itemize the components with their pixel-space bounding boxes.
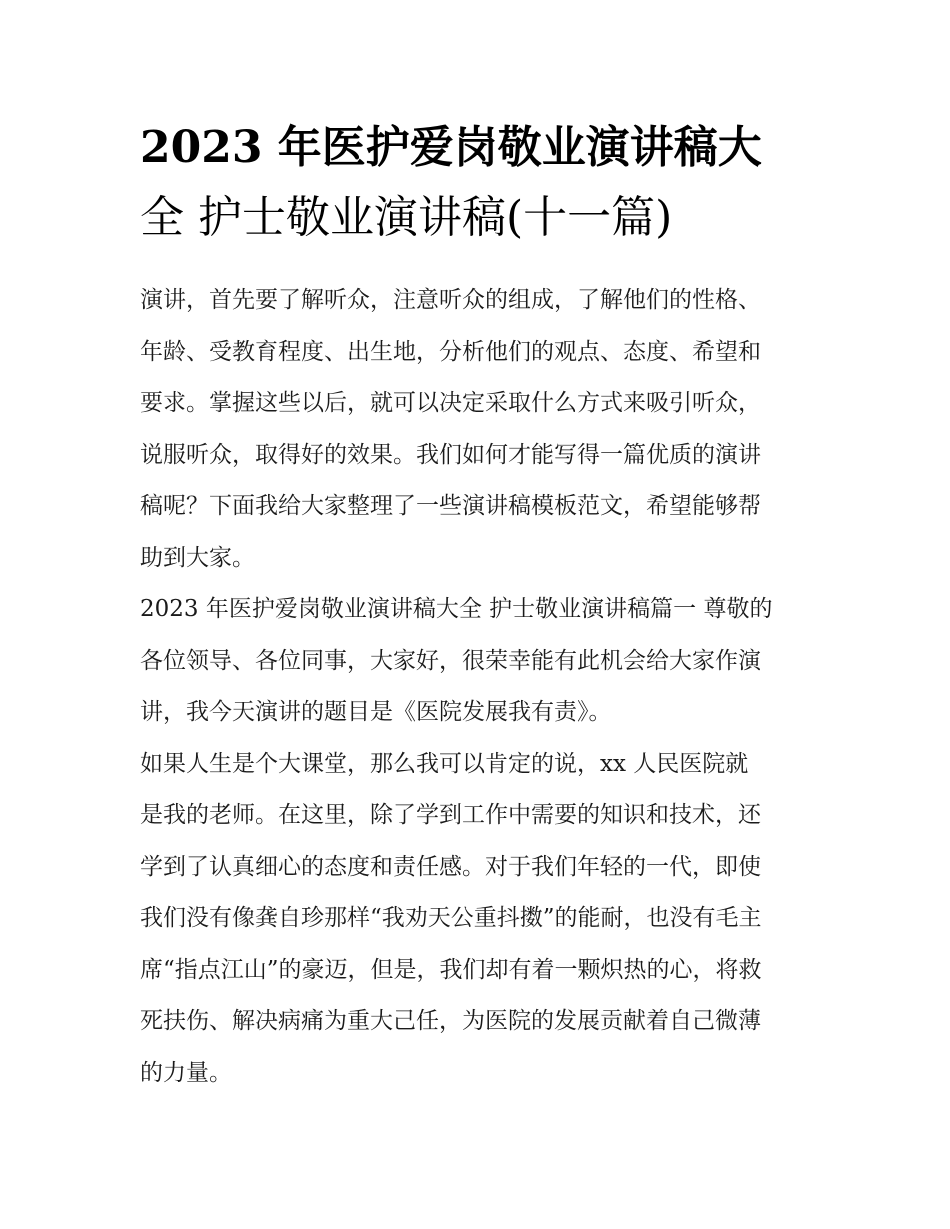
text-line: 稿呢？下面我给大家整理了一些演讲稿模板范文，希望能够帮 [140,493,761,519]
title-line: 2023 年医护爱岗敬业演讲稿大 [140,122,762,173]
text-line: 助到大家。 [140,544,255,571]
text-line: 讲，我今天演讲的题目是《医院发展我有责》。 [140,699,612,725]
document-body [140,275,820,1099]
text-line: 学到了认真细心的态度和责任感。对于我们年轻的一代，即使 [140,853,761,880]
text-line: 年龄、受教育程度、出生地，分析他们的观点、态度、希望和 [140,338,761,365]
paragraph-intro [140,275,820,584]
paragraph-speech-1-opening [140,584,820,739]
text-line: 各位领导、各位同事，大家好，很荣幸能有此机会给大家作演 [140,647,761,674]
title-line: 全 护士敬业演讲稿(十一篇) [140,192,673,243]
text-line: 如果人生是个大课堂，那么我可以肯定的说，xx 人民医院就 [140,750,749,777]
text-line: 演讲，首先要了解听众，注意听众的组成，了解他们的性格、 [140,287,761,313]
text-line: 2023 年医护爱岗敬业演讲稿大全 护士敬业演讲稿篇一 尊敬的 [140,596,773,622]
text-line: 的力量。 [140,1059,232,1086]
text-line: 要求。掌握这些以后，就可以决定采取什么方式来吸引听众， [140,390,761,416]
paragraph-speech-1-body [140,739,820,1100]
document-page [140,113,820,1099]
text-line: 是我的老师。在这里，除了学到工作中需要的知识和技术，还 [140,802,761,828]
document-title [140,113,820,253]
text-line: 我们没有像龚自珍那样“我劝天公重抖擞”的能耐，也没有毛主 [140,905,762,931]
text-line: 死扶伤、解决病痛为重大己任，为医院的发展贡献着自己微薄 [140,1008,761,1034]
text-line: 席“指点江山”的豪迈，但是，我们却有着一颗炽热的心，将救 [140,956,762,983]
text-line: 说服听众，取得好的效果。我们如何才能写得一篇优质的演讲 [140,441,761,468]
